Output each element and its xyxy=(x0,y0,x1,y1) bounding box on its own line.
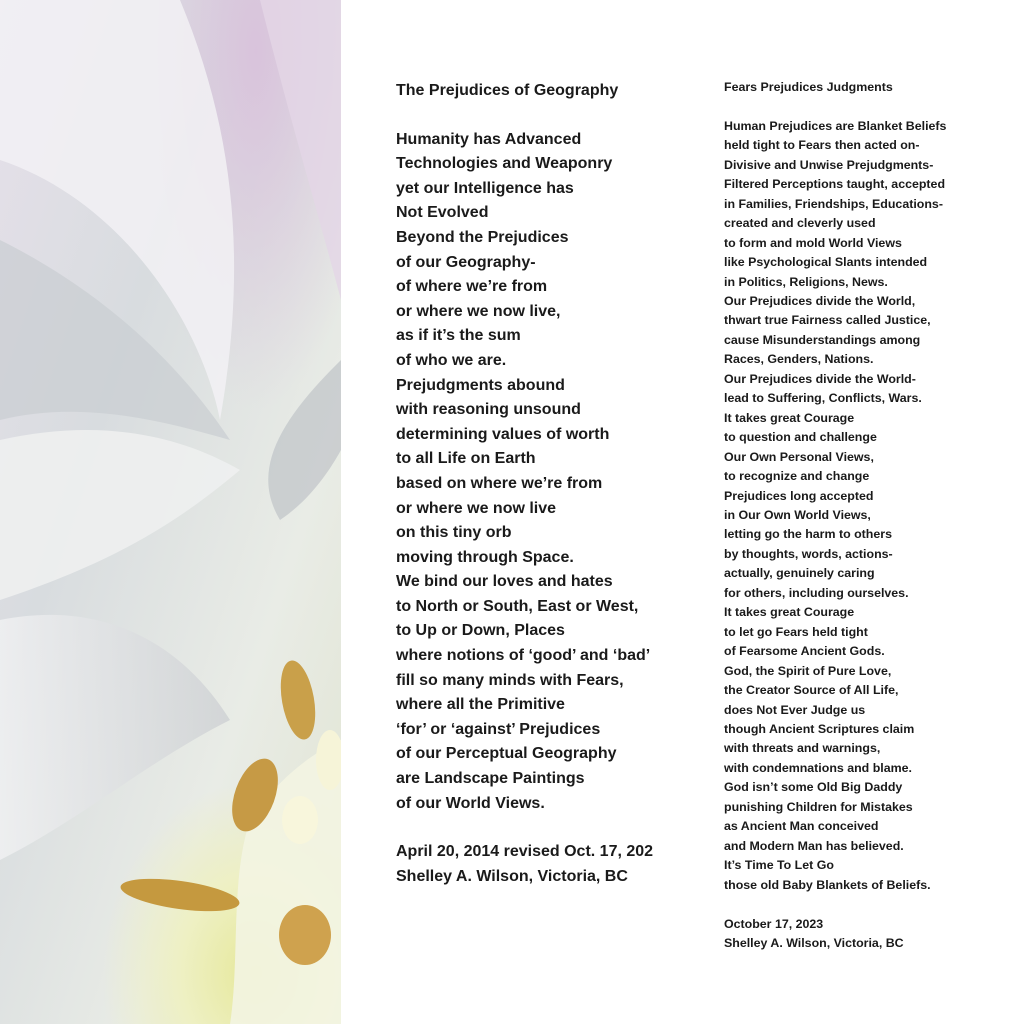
flower-photo xyxy=(0,0,341,1024)
poem-right-line: Our Prejudices divide the World, xyxy=(724,294,916,309)
poem-right-line: Our Prejudices divide the World- xyxy=(724,371,916,386)
poem-right-line: letting go the harm to others xyxy=(724,527,892,542)
poem-right-line: It takes great Courage xyxy=(724,605,855,620)
poem-right-line: and Modern Man has believed. xyxy=(724,838,904,853)
poem-right-line: Divisive and Unwise Prejudgments- xyxy=(724,157,934,172)
poem-left-line: of who we are. xyxy=(396,351,507,369)
poem-right-line: to form and mold World Views xyxy=(724,235,902,250)
poem-left-line: yet our Intelligence has xyxy=(396,179,574,197)
poem-left-line: Prejudgments abound xyxy=(396,376,565,394)
poem-right-line: as Ancient Man conceived xyxy=(724,819,879,834)
poem-right-line: Filtered Perceptions taught, accepted xyxy=(724,177,946,192)
poem-left-line: where notions of ‘good’ and ‘bad’ xyxy=(396,647,651,665)
poem-left-line: of our World Views. xyxy=(396,794,545,812)
poem-left-line: moving through Space. xyxy=(396,548,574,566)
poem-right-line: like Psychological Slants intended xyxy=(724,255,928,270)
poem-right-line: cause Misunderstandings among xyxy=(724,332,921,347)
poem-left-line: where all the Primitive xyxy=(396,696,565,714)
poem-left xyxy=(396,79,696,889)
poem-left-line: of where we’re from xyxy=(396,278,548,296)
poem-right-line: of Fearsome Ancient Gods. xyxy=(724,644,885,659)
poem-left-line: to North or South, East or West, xyxy=(396,597,639,615)
poem-left-line: ‘for’ or ‘against’ Prejudices xyxy=(396,720,601,738)
poem-left-line: based on where we’re from xyxy=(396,474,603,492)
poem-left-line: Technologies and Weaponry xyxy=(396,155,613,173)
poem-right-line: punishing Children for Mistakes xyxy=(724,799,913,814)
poem-right-line: does Not Ever Judge us xyxy=(724,702,866,717)
poem-left-line: to Up or Down, Places xyxy=(396,622,565,640)
poem-right-title: Fears Prejudices Judgments xyxy=(724,80,893,94)
poem-left-line: as if it’s the sum xyxy=(396,327,521,345)
poem-right-line: for others, including ourselves. xyxy=(724,585,909,600)
poem-right-line: with threats and warnings, xyxy=(724,741,881,756)
poem-right-line: in Families, Friendships, Educations- xyxy=(724,196,943,211)
poem-right-line: created and cleverly used xyxy=(724,216,876,231)
poem-right-line: lead to Suffering, Conflicts, Wars. xyxy=(724,391,922,406)
poem-left-line: to all Life on Earth xyxy=(396,450,536,468)
poem-right-line: the Creator Source of All Life, xyxy=(724,683,899,698)
poem-left-line: with reasoning unsound xyxy=(396,401,581,419)
poem-right-line: with condemnations and blame. xyxy=(724,760,912,775)
poem-left-line: Beyond the Prejudices xyxy=(396,228,569,246)
poem-right-line: held tight to Fears then acted on- xyxy=(724,138,920,153)
poem-left-line: determining values of worth xyxy=(396,425,610,443)
poem-right-line: Our Own Personal Views, xyxy=(724,449,874,464)
poem-left-line: or where we now live, xyxy=(396,302,561,320)
poem-right-line: actually, genuinely caring xyxy=(724,566,875,581)
poem-right-line: by thoughts, words, actions- xyxy=(724,546,893,561)
poem-left-line: We bind our loves and hates xyxy=(396,573,613,591)
poem-right-line: Human Prejudices are Blanket Beliefs xyxy=(724,118,947,133)
poem-right-line: those old Baby Blankets of Beliefs. xyxy=(724,877,931,892)
poem-right-line: though Ancient Scriptures claim xyxy=(724,722,915,736)
poem-right-line: in Politics, Religions, News. xyxy=(724,274,888,289)
poem-left-line: of our Perceptual Geography xyxy=(396,745,617,763)
poem-right-line: to question and challenge xyxy=(724,430,877,445)
poem-right-line: to let go Fears held tight xyxy=(724,624,868,639)
poem-left-line: or where we now live xyxy=(396,499,557,517)
poem-right-author: Shelley A. Wilson, Victoria, BC xyxy=(724,936,904,951)
poem-left-line: fill so many minds with Fears, xyxy=(396,671,624,689)
poem-left-author: Shelley A. Wilson, Victoria, BC xyxy=(396,867,628,885)
poem-right-line: It’s Time To Let Go xyxy=(724,858,834,873)
poem-right-line: to recognize and change xyxy=(724,469,870,484)
poem-right-line: thwart true Fairness called Justice, xyxy=(724,313,931,328)
poem-right-date: October 17, 2023 xyxy=(724,916,824,931)
poem-left-line: are Landscape Paintings xyxy=(396,770,585,788)
poem-right-line: Races, Genders, Nations. xyxy=(724,352,874,367)
poem-left-date: April 20, 2014 revised Oct. 17, 202 xyxy=(396,843,654,861)
poem-right-line: God isn’t some Old Big Daddy xyxy=(724,780,903,795)
poem-left-title: The Prejudices of Geography xyxy=(396,82,619,99)
poem-right-line: Prejudices long accepted xyxy=(724,488,874,503)
poem-left-line: on this tiny orb xyxy=(396,524,512,542)
poem-right-line: It takes great Courage xyxy=(724,410,855,425)
poem-left-line: Not Evolved xyxy=(396,204,489,222)
poem-right-line: God, the Spirit of Pure Love, xyxy=(724,663,892,678)
poem-left-line: of our Geography- xyxy=(396,253,536,271)
poem-right-line: in Our Own World Views, xyxy=(724,508,871,523)
poem-right xyxy=(724,78,1014,953)
poem-left-line: Humanity has Advanced xyxy=(396,130,582,148)
